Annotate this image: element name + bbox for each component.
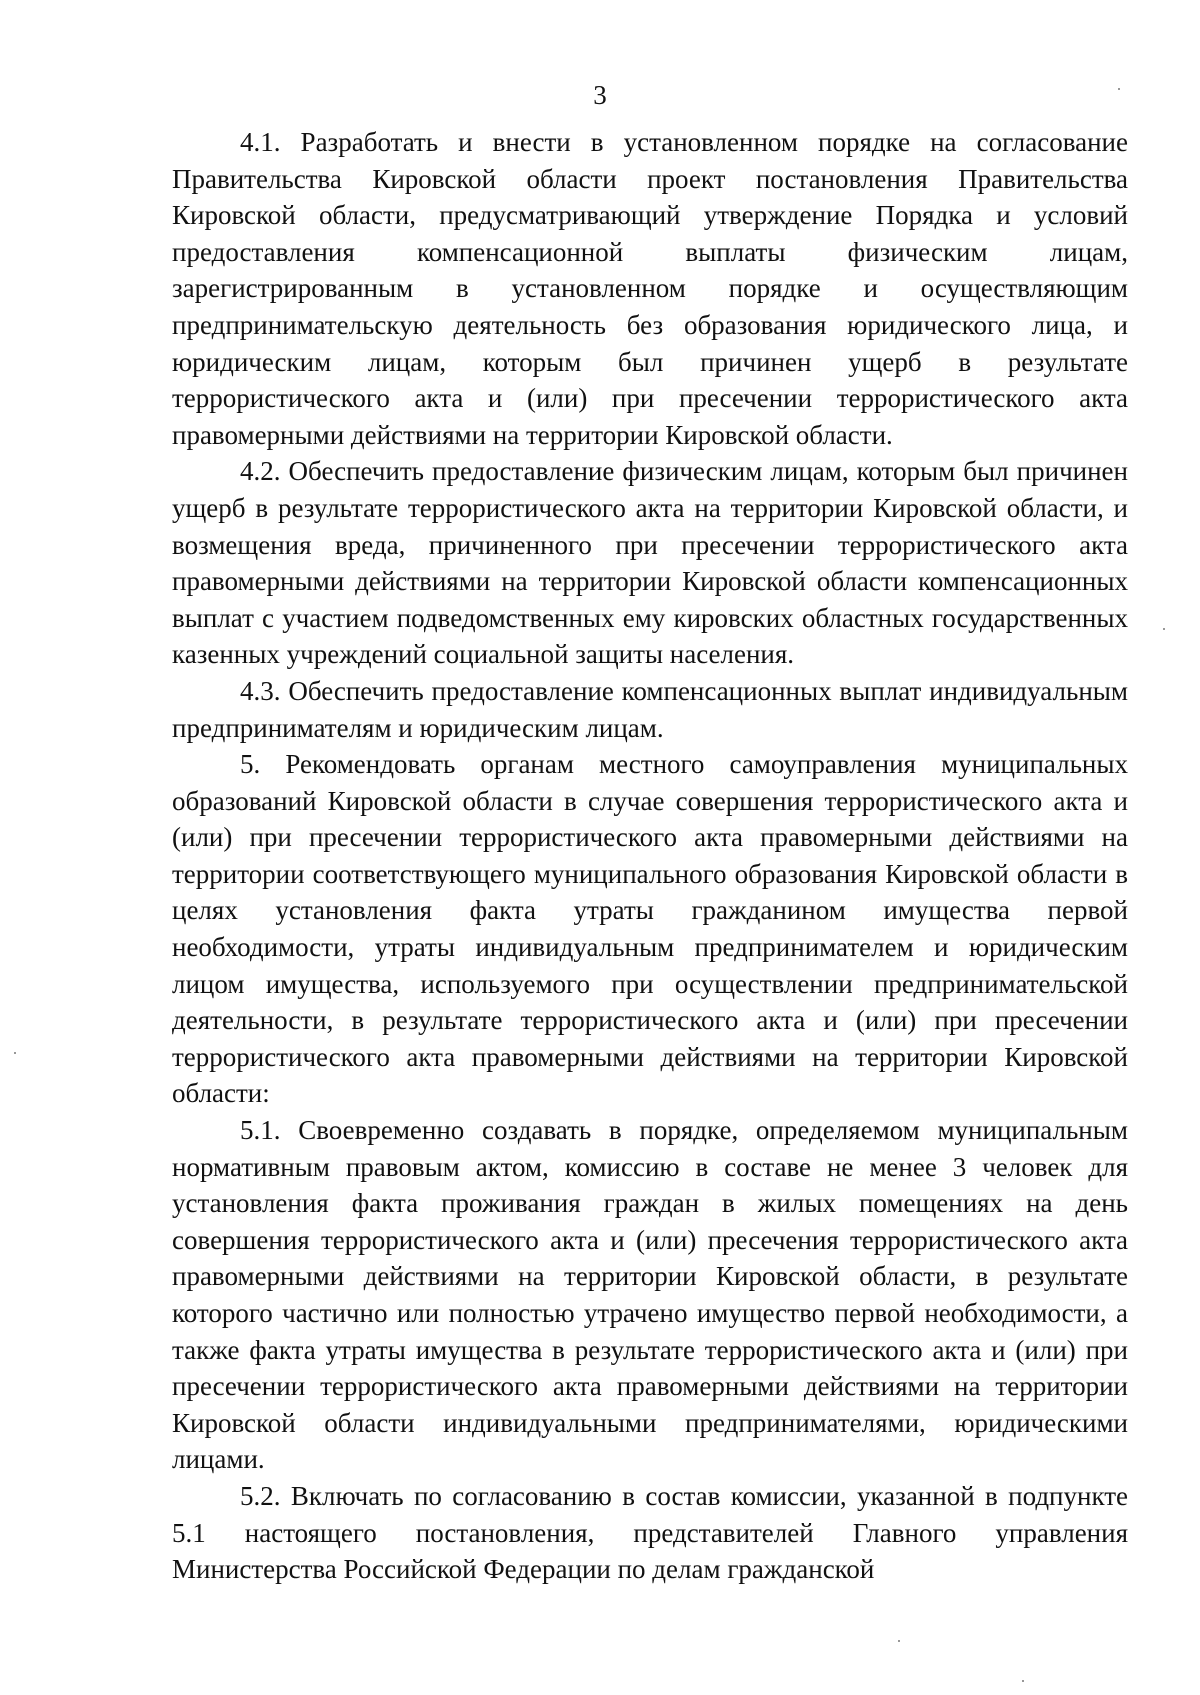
document-body xyxy=(172,124,1128,1588)
scan-speck xyxy=(898,1640,900,1642)
paragraph-5: 5. Рекомендовать органам местного самоуправления муниципальных образований Кировской области в случае совершения террористического акта и (или) при пресечении террористического акта правомерными действиями на территории соответствующего муниципального образования Кировской области в целях установления факта утраты гражданином имущества первой необходимости, утраты индивидуальным предпринимателем и юридическим лицом имущества, используемого при осуществлении предпринимательской деятельности, в результате террористического акта и (или) при пресечении террористического акта правомерными действиями на территории Кировской области: xyxy=(172,749,1128,1109)
paragraph-4-3: 4.3. Обеспечить предоставление компенсационных выплат индивидуальным предпринимателям и юридическим лицам. xyxy=(172,675,1128,743)
scan-speck xyxy=(14,1052,16,1054)
paragraph-4-1: 4.1. Разработать и внести в установленном порядке на согласование Правительства Кировской области проект постановления Правительства Кировской области, предусматривающий утверждение Порядка и условий предоставления компенсационной выплаты физическим лицам, зарегистрированным в установленном порядке и осуществляющим предпринимательскую деятельность без образования юридического лица, и юридическим лицам, которым был причинен ущерб в результате террористического акта и (или) при пресечении террористического акта правомерными действиями на территории Кировской области. xyxy=(172,127,1128,450)
scan-speck xyxy=(1163,628,1165,630)
page-number: 3 xyxy=(593,80,607,110)
scan-speck xyxy=(1118,88,1120,90)
paragraph-5-1: 5.1. Своевременно создавать в порядке, определяемом муниципальным нормативным правовым актом, комиссию в составе не менее 3 человек для установления факта проживания граждан в жилых помещениях на день совершения террористического акта и (или) пресечения террористического акта правомерными действиями на территории Кировской области, в результате которого частично или полностью утрачено имущество первой необходимости, а также факта утраты имущества в результате террористического акта и (или) при пресечении террористического акта правомерными действиями на территории Кировской области индивидуальными предпринимателями, юридическими лицами. xyxy=(172,1115,1128,1475)
paragraph-4-2: 4.2. Обеспечить предоставление физическим лицам, которым был причинен ущерб в результате террористического акта на территории Кировской области, и возмещения вреда, причиненного при пресечении террористического акта правомерными действиями на территории Кировской области компенсационных выплат с участием подведомственных ему кировских областных государственных казенных учреждений социальной защиты населения. xyxy=(172,456,1128,670)
paragraph-5-2: 5.2. Включать по согласованию в состав комиссии, указанной в подпункте 5.1 настоящего постановления, представителей Главного управления Министерства Российской Федерации по делам гражданской xyxy=(172,1480,1128,1585)
scan-speck xyxy=(1022,1680,1024,1682)
